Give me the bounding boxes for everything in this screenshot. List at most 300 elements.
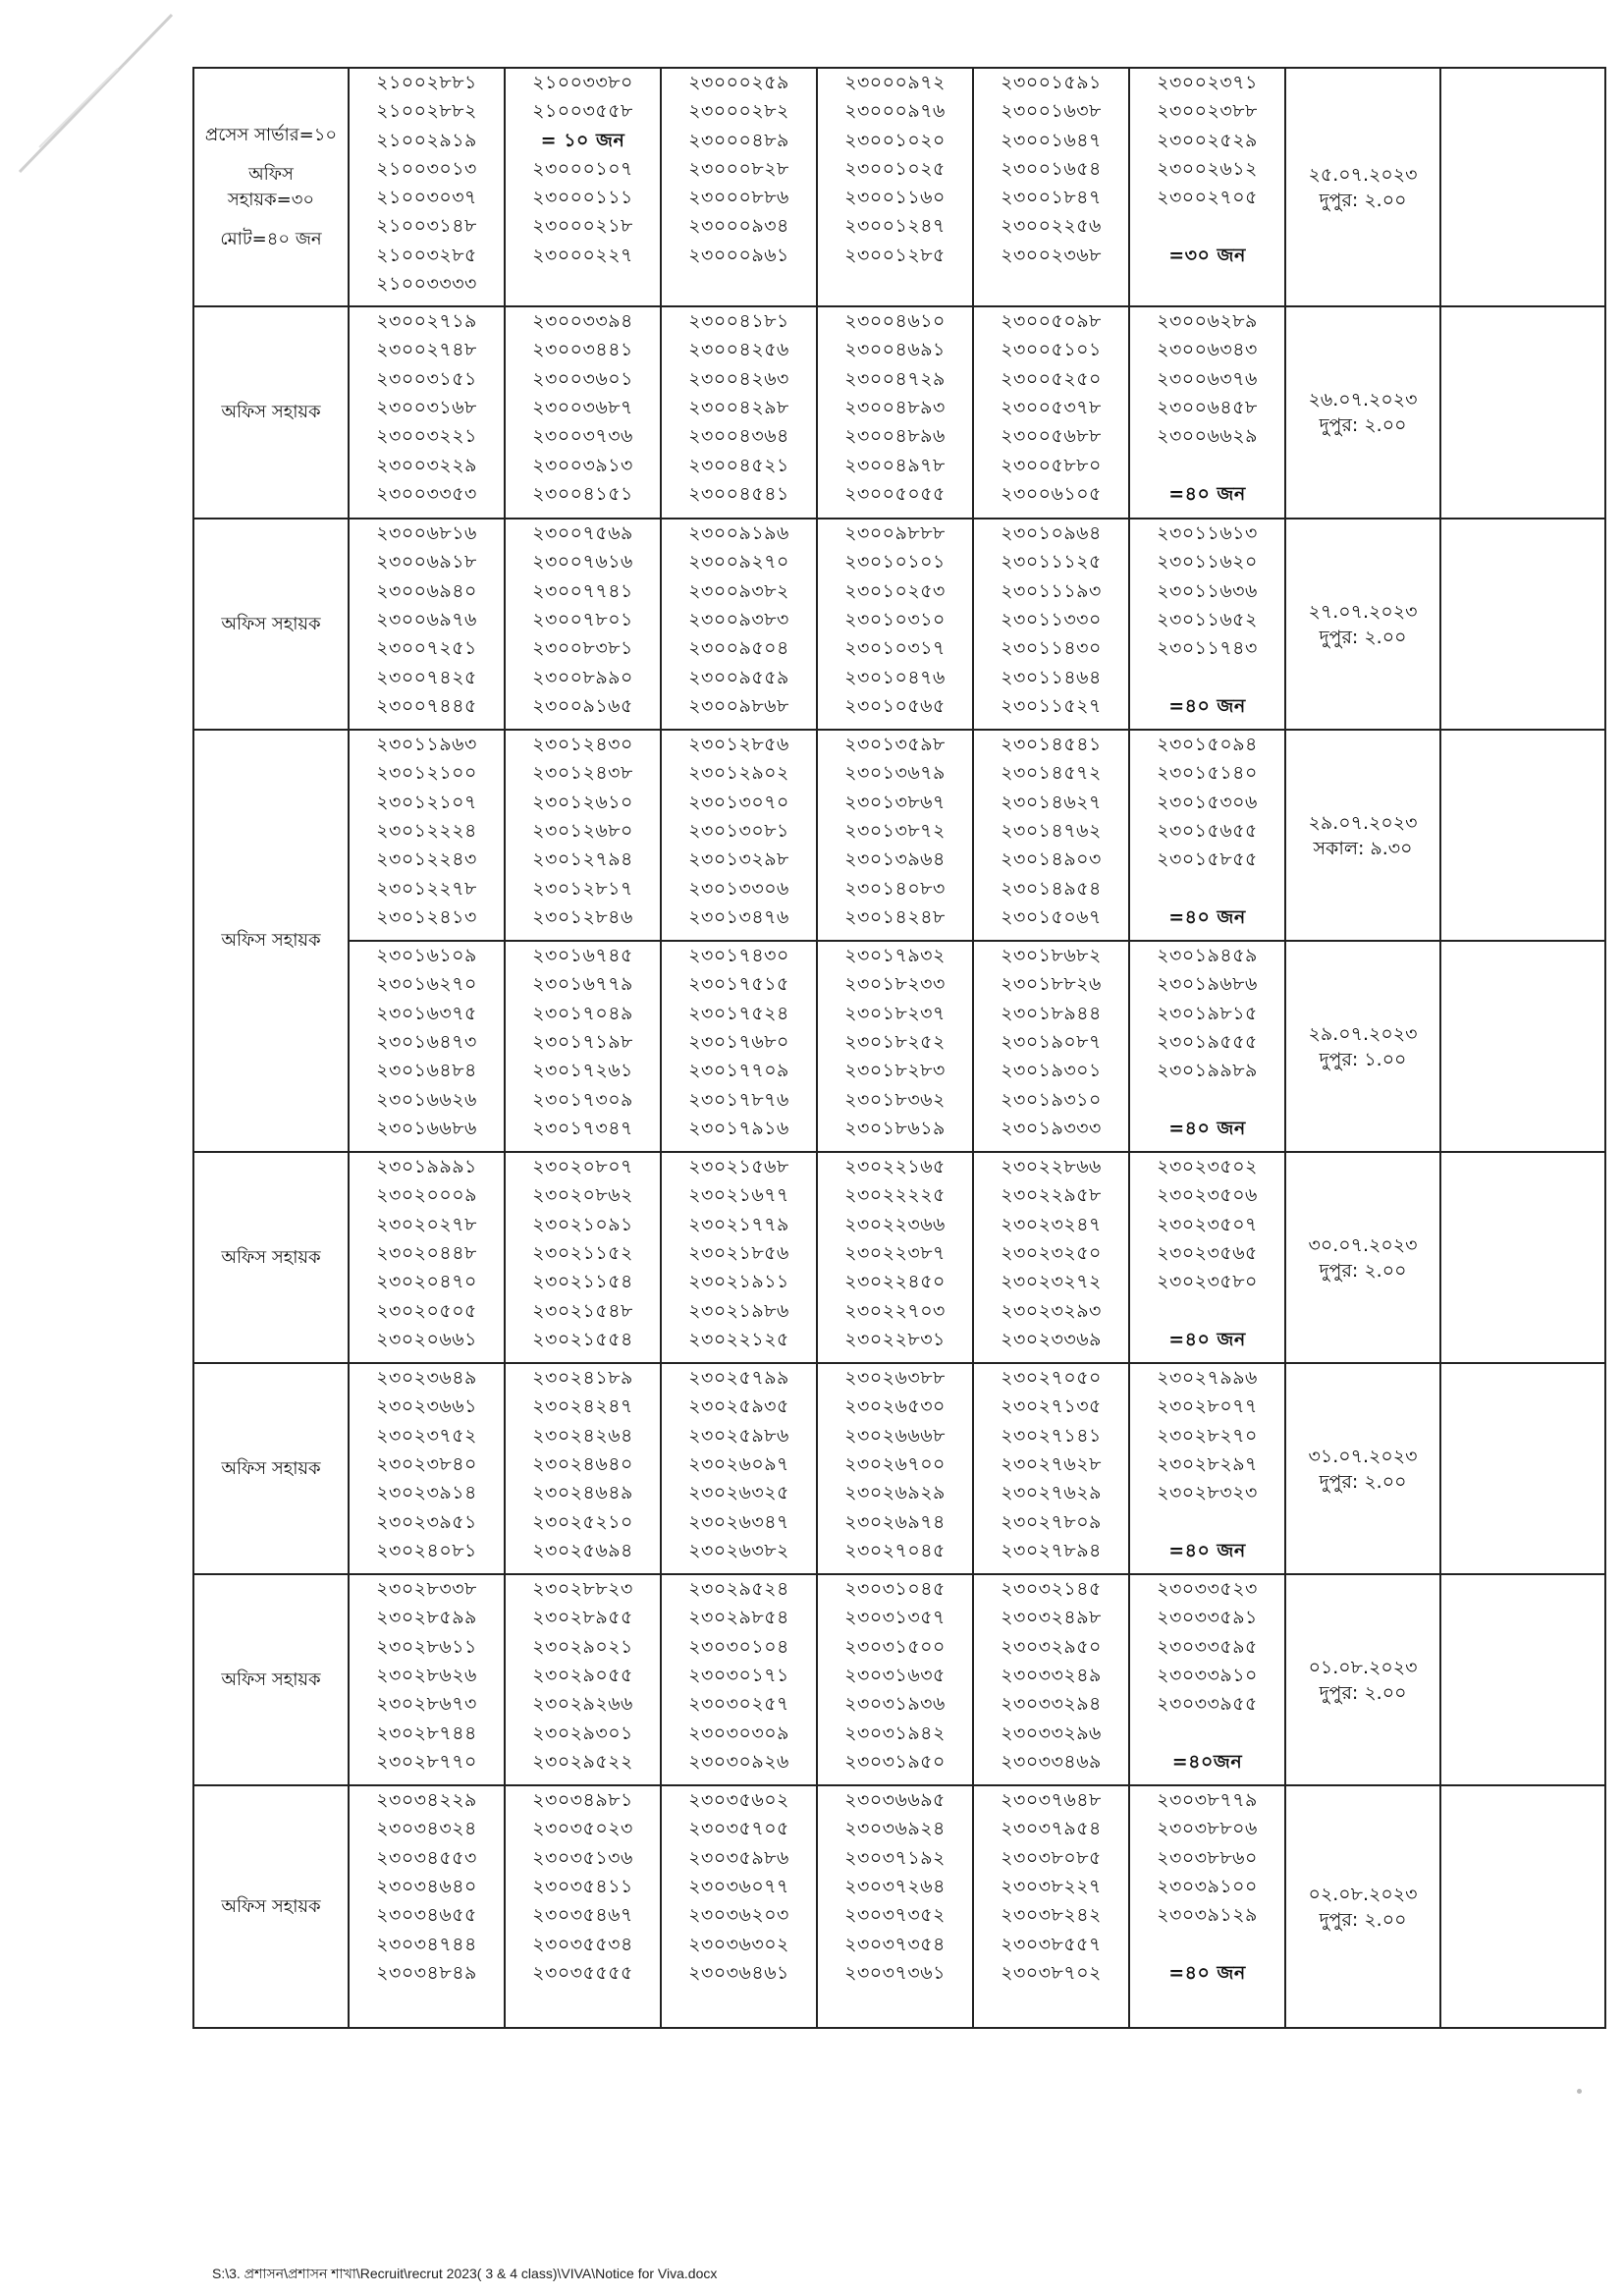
roll-number: ২৩০৩৭৯৫৪ [1001, 1818, 1102, 1840]
roll-number: ২৩০১৭৯১৬ [688, 1117, 789, 1139]
remarks-cell [1440, 941, 1605, 1152]
candidate-count: =৪০ জন [1168, 1539, 1246, 1561]
roll-number: ২৩০০০৯৩৪ [688, 215, 789, 238]
roll-number: ২৩০১১৫২৭ [1001, 694, 1102, 717]
roll-number: ২১০০২৮৮২ [376, 100, 477, 123]
roll-number: ২৩০১৩৮৬৭ [844, 791, 946, 813]
candidate-count: =৪০ জন [1168, 1961, 1246, 1984]
roll-number-column [349, 306, 505, 519]
roll-number: ২৩০২৩৯৫১ [376, 1510, 477, 1533]
roll-number [1130, 664, 1284, 692]
scan-speck [1577, 2089, 1582, 2094]
roll-number: ২৩০০২৭০৫ [1157, 187, 1258, 209]
viva-date-cell [1285, 1363, 1440, 1574]
roll-number: ২৩০৩২৪৯৮ [1001, 1607, 1102, 1629]
roll-number: ২৩০০৩১৬৮ [376, 397, 477, 419]
roll-number: ২৩০১৩৩০৬ [688, 877, 789, 900]
roll-number: ২৩০২৮০৭৭ [1157, 1395, 1258, 1418]
roll-number: ২৩০০৫০৫৫ [844, 482, 946, 505]
viva-time: দুপুর: ২.০০ [1319, 1470, 1407, 1493]
roll-number: ২৩০৩৮২২৭ [1001, 1875, 1102, 1897]
roll-number: ২৩০২১৬৭৭ [688, 1184, 789, 1207]
post-name-line [194, 213, 348, 227]
roll-number: ২৩০৩৮০৮৫ [1001, 1846, 1102, 1869]
roll-number: ২৩০১৬৪৭৩ [376, 1031, 477, 1054]
roll-number-column [817, 68, 973, 306]
roll-number: ২৩০০৯৩৮৩ [688, 609, 789, 631]
roll-number: ২৩০০৫০৯৮ [1001, 310, 1102, 333]
roll-number: ২৩০১৪৫৪১ [1001, 734, 1102, 756]
roll-number: ২৩০০০২১৮ [532, 215, 633, 238]
roll-number: ২৩০৩১৯৪২ [844, 1722, 946, 1744]
roll-number: ২৩০০৭৭৪১ [532, 579, 633, 602]
roll-number-column [973, 1152, 1129, 1363]
roll-number: ২৩০০১২৮৫ [844, 244, 946, 266]
roll-number: ২৩০৩৬২০৩ [688, 1904, 789, 1927]
roll-number: ২৩০১৯৩৩৩ [1001, 1117, 1102, 1139]
roll-number: ২৩০১২৬১০ [532, 791, 633, 813]
viva-date-cell [1285, 941, 1440, 1152]
roll-number: ২৩০১৭৩৪৭ [532, 1117, 633, 1139]
schedule-row [193, 730, 1605, 941]
roll-number-column [817, 941, 973, 1152]
roll-number: ২৩০০৪২৯৮ [688, 397, 789, 419]
roll-number [1130, 212, 1284, 241]
viva-date: ২৯.০৭.২০২৩ [1308, 811, 1418, 834]
roll-number: ২৩০০২২৫৬ [1001, 215, 1102, 238]
roll-number: ২৩০০৬৩৭৬ [1157, 367, 1258, 390]
roll-number: ২৩০১৪০৮৩ [844, 877, 946, 900]
roll-number: ২৩০০২৩৬৮ [1001, 244, 1102, 266]
roll-number-column [817, 1574, 973, 1785]
roll-number: ২৩০২৯৫২৪ [688, 1578, 789, 1601]
roll-number: ২৩০২৩৫০৬ [1157, 1184, 1258, 1207]
roll-number: ২৩০০০৪৮৯ [688, 129, 789, 151]
roll-number: ২৩০২১১৫৪ [532, 1271, 633, 1293]
roll-number: ২৩০০৬১০৫ [1001, 482, 1102, 505]
roll-number: ২৩০২৩৩৬৯ [1001, 1328, 1102, 1350]
viva-time: দুপুর: ২.০০ [1319, 1259, 1407, 1282]
schedule-row [193, 1785, 1605, 2028]
roll-number: ২৩০০১৬৪৭ [1001, 129, 1102, 151]
roll-number: ২৩০১৬৪৮৪ [376, 1060, 477, 1082]
roll-number: ২৩০২৫৯৮৬ [688, 1424, 789, 1447]
roll-number: ২৩০৩১৩৫৭ [844, 1607, 946, 1629]
roll-number: ২৩০১৮৬১৯ [844, 1117, 946, 1139]
viva-time: দুপুর: ১.০০ [1319, 1048, 1407, 1070]
post-name-line [194, 148, 348, 162]
viva-date-cell [1285, 1785, 1440, 2028]
roll-number-column [817, 730, 973, 941]
roll-number: ২৩০২৮৯৫৫ [532, 1607, 633, 1629]
roll-number: ২৩০২৩৫৬৫ [1157, 1242, 1258, 1264]
roll-number: ২৩০০৫৩৭৮ [1001, 397, 1102, 419]
roll-number: ২৩০৩৫৪৬৭ [532, 1904, 633, 1927]
roll-number: ২৩০২০৮০৭ [532, 1156, 633, 1178]
roll-number: ২৩০০৯৮৮৮ [844, 522, 946, 545]
roll-number: ২৩০০৩৬৮৭ [532, 397, 633, 419]
roll-number: ২৩০২৯৩০১ [532, 1722, 633, 1744]
roll-number: ২৩০৩৬৬৯৫ [844, 1789, 946, 1812]
roll-number: ২৩০১১৬২০ [1157, 551, 1258, 574]
roll-number: ২৩০৩৬৪৬১ [688, 1961, 789, 1984]
roll-number: ২৩০১২৪৩৮ [532, 762, 633, 785]
roll-number: ২৩০২৩৫০৭ [1157, 1213, 1258, 1235]
roll-number-column [505, 68, 661, 306]
roll-number-column [1129, 306, 1285, 519]
roll-number: ২৩০০৩৩৯৪ [532, 310, 633, 333]
roll-number: ২৩০১৭০৪৯ [532, 1002, 633, 1024]
roll-number: ২৩০২৩২৫০ [1001, 1242, 1102, 1264]
roll-number: ২৩০০৯৫৫৯ [688, 666, 789, 688]
schedule-row [193, 941, 1605, 1152]
roll-number: ২৩০৩২১৪৫ [1001, 1578, 1102, 1601]
roll-number: ২৩০২৬৩৮২ [688, 1539, 789, 1561]
remarks-cell [1440, 306, 1605, 519]
roll-number: ২৩০১৮৬৮২ [1001, 945, 1102, 967]
roll-number: ২৩০৩৩৫৯৫ [1157, 1635, 1258, 1658]
roll-number: ২৩০০২৩৭১ [1157, 72, 1258, 93]
roll-number-column [1129, 1785, 1285, 2028]
roll-number: ২৩০৩৪৬৫৫ [376, 1904, 477, 1927]
roll-number [1130, 1720, 1284, 1748]
roll-number-column [661, 306, 817, 519]
roll-number: ২৩০১৯৩০১ [1001, 1060, 1102, 1082]
roll-number: ২৩০২৯০৫৫ [532, 1664, 633, 1686]
post-name-line: সহায়ক=৩০ [227, 189, 315, 210]
roll-number: ২৩০৩৪৬৪০ [376, 1875, 477, 1897]
roll-number: ২৩০০৯১৬৫ [532, 694, 633, 717]
roll-number: ২৩০৩৭৩৫৪ [844, 1933, 946, 1955]
roll-number: ২৩০১১৭৪৩ [1157, 637, 1258, 660]
viva-time: দুপুর: ২.০০ [1319, 1908, 1407, 1931]
roll-number: ২৩০৩৭২৬৪ [844, 1875, 946, 1897]
roll-number: ২৩০২৫৯৩৫ [688, 1395, 789, 1418]
roll-number: ২৩০০১০২৫ [844, 157, 946, 180]
roll-number: ২৩০১৪৯০৩ [1001, 848, 1102, 871]
roll-number: ২৩০২৩৮৪০ [376, 1452, 477, 1475]
roll-number: ২৩০২৭৬২৮ [1001, 1452, 1102, 1475]
roll-number-column [349, 1785, 505, 2028]
roll-number: ২৩০২৯২৬৬ [532, 1693, 633, 1716]
roll-number: ২৩০৩৮৫৫৭ [1001, 1933, 1102, 1955]
roll-number: ২৩০২৮২৯৭ [1157, 1452, 1258, 1475]
roll-number: ২৩০৩০১০৪ [688, 1635, 789, 1658]
roll-number: ২৩০১১৪৬৪ [1001, 666, 1102, 688]
roll-number: ২৩০২৭৬২৯ [1001, 1482, 1102, 1504]
roll-number: ২৩০০৫১০১ [1001, 339, 1102, 361]
roll-number-column [817, 1363, 973, 1574]
roll-number: ২৩০২২৯৫৮ [1001, 1184, 1102, 1207]
roll-number: ২৩০০৬৯৭৬ [376, 609, 477, 631]
roll-number: ২৩০১২১০০ [376, 762, 477, 785]
roll-number: ২৩০২৩৬৬১ [376, 1395, 477, 1418]
roll-number: ২৩০০৬৮১৬ [376, 522, 477, 545]
roll-number-column [1129, 1363, 1285, 1574]
roll-number: ২৩০৩০৩০৯ [688, 1722, 789, 1744]
roll-number: ২৩০৩২৯৫০ [1001, 1635, 1102, 1658]
roll-number: ২৩০০৭৮০১ [532, 609, 633, 631]
roll-number: ২১০০২৯১৯ [376, 129, 477, 151]
roll-number: ২৩০২৬৩৮৮ [844, 1367, 946, 1390]
schedule-row [193, 1363, 1605, 1574]
roll-number: ২৩০১৭৫১৫ [688, 973, 789, 996]
roll-number: ২১০০৩০১৩ [376, 157, 477, 180]
roll-number: ২৩০২৮৬৭৩ [376, 1693, 477, 1716]
roll-number: ২৩০২৩২৭২ [1001, 1271, 1102, 1293]
remarks-cell [1440, 68, 1605, 306]
roll-number [1130, 1508, 1284, 1537]
roll-number: ২৩০৩৭৩৫২ [844, 1904, 946, 1927]
roll-number: ২৩০১৭৯৩২ [844, 945, 946, 967]
roll-number: ২৩০১০৪৭৬ [844, 666, 946, 688]
roll-number: ২৩০৩৪৭৪৪ [376, 1933, 477, 1955]
roll-number: ২৩০০১৫৯১ [1001, 72, 1102, 93]
roll-number: ২৩০১২২২৪ [376, 820, 477, 843]
roll-number: ২৩০০৮৯৯০ [532, 666, 633, 688]
post-name-line: প্রসেস সার্ভার=১০ [204, 124, 338, 145]
roll-number: ২৩০০৬৬২৯ [1157, 425, 1258, 448]
post-name-line: অফিস সহায়ক [221, 930, 321, 952]
roll-number: ২৩০৩৩৯১০ [1157, 1664, 1258, 1686]
roll-number: ২১০০৩২৮৫ [376, 244, 477, 266]
roll-number: ২৩০২৪২৪৭ [532, 1395, 633, 1418]
roll-number: ২৩০১৮৩৬২ [844, 1088, 946, 1111]
roll-number-column [349, 730, 505, 941]
roll-number: ২৩০১৩৮৭২ [844, 820, 946, 843]
viva-time: দুপুর: ২.০০ [1319, 626, 1407, 648]
roll-number: ২৩০২৩২৯৩ [1001, 1299, 1102, 1322]
roll-number: ২৩০০৬৪৫৮ [1157, 397, 1258, 419]
roll-number: ২৩০০৪১৮১ [688, 310, 789, 333]
roll-number: ২৩০০১১৬০ [844, 187, 946, 209]
roll-number: ২৩০১২৪১৩ [376, 905, 477, 928]
roll-number-column [1129, 1574, 1285, 1785]
roll-number-column [349, 1152, 505, 1363]
schedule-row [193, 1574, 1605, 1785]
roll-number: ২৩০০৫৮৮০ [1001, 454, 1102, 476]
roll-number: ২১০০৩১৪৮ [376, 215, 477, 238]
roll-number: ২৩০১২৬৮০ [532, 820, 633, 843]
roll-number: ২৩০১৬৬২৬ [376, 1088, 477, 1111]
roll-number-column [505, 730, 661, 941]
viva-date-cell [1285, 68, 1440, 306]
viva-date: ২৯.০৭.২০২৩ [1308, 1022, 1418, 1045]
roll-number: ২৩০০৯৮৬৮ [688, 694, 789, 717]
viva-date-cell [1285, 1574, 1440, 1785]
roll-number: ২৩০৩৮৭০২ [1001, 1961, 1102, 1984]
roll-number: ২৩০২১৫৬৮ [688, 1156, 789, 1178]
roll-number: ২৩০০১৬৫৪ [1001, 157, 1102, 180]
roll-number: ২৩০২২৮৬৬ [1001, 1156, 1102, 1178]
roll-number: ২৩০২৭০৫০ [1001, 1367, 1102, 1390]
roll-number: ২৩০১২৯০২ [688, 762, 789, 785]
roll-number: ২৩০২৭১৩৫ [1001, 1395, 1102, 1418]
roll-number: ২৩০৩১৯৫০ [844, 1750, 946, 1773]
roll-number: ২৩০২২৩৮৭ [844, 1242, 946, 1264]
roll-number: ২৩০০৭৪২৫ [376, 666, 477, 688]
roll-number: ২৩০০০৯৭২ [844, 72, 946, 93]
roll-number: ২৩০১৫৬৫৫ [1157, 820, 1258, 843]
footer-file-path: S:\3. প্রশাসন\প্রশাসন শাখা\Recruit\recrut 2023( 3 & 4 class)\VIVA\Notice for Viva.docx [212, 2266, 718, 2281]
roll-number-column [661, 941, 817, 1152]
roll-number-column [505, 941, 661, 1152]
roll-number: ২৩০২৮২৭০ [1157, 1424, 1258, 1447]
roll-number: ২৩০২৩৯১৪ [376, 1482, 477, 1504]
roll-number: ২৩০০২৭৪৮ [376, 339, 477, 361]
roll-number: ২৩০৩০৯২৬ [688, 1750, 789, 1773]
roll-number: ২৩০১২৮১৭ [532, 877, 633, 900]
roll-number-column [349, 941, 505, 1152]
roll-number-column [505, 1363, 661, 1574]
roll-number: ২৩০২৮৬২৬ [376, 1664, 477, 1686]
roll-number: ২৩০১৭৮৭৬ [688, 1088, 789, 1111]
roll-number: ২৩০২০২৭৮ [376, 1213, 477, 1235]
roll-number: ২৩০২৮৮২৩ [532, 1578, 633, 1601]
roll-number: ২৩০১৮৯৪৪ [1001, 1002, 1102, 1024]
post-name-cell [193, 68, 349, 306]
roll-number: ২৩০২৫৭৯৯ [688, 1367, 789, 1390]
roll-number: ২৩০০৪৫৪১ [688, 482, 789, 505]
roll-number-column [349, 1363, 505, 1574]
roll-number: ২৩০১০৫৬৫ [844, 694, 946, 717]
roll-number: ২৩০২৩৫০২ [1157, 1156, 1258, 1178]
roll-number: ২৩০২৪৬৪৯ [532, 1482, 633, 1504]
candidate-count: =৪০ জন [1168, 694, 1246, 717]
candidate-count: =৪০ জন [1168, 482, 1246, 505]
roll-number: ২৩০০৭২৫১ [376, 637, 477, 660]
roll-number: ২৩০১৮৮২৬ [1001, 973, 1102, 996]
roll-number: ২৩০২৮৩২৩ [1157, 1482, 1258, 1504]
roll-number: ২৩০০০৮৮৬ [688, 187, 789, 209]
roll-number: ২৩০৩১৫০০ [844, 1635, 946, 1658]
roll-number: ২৩০০৪৯৭৮ [844, 454, 946, 476]
viva-time: দুপুর: ২.০০ [1319, 1681, 1407, 1704]
roll-number: ২৩০০৮৩৮১ [532, 637, 633, 660]
roll-number: ২৩০০৪২৬৩ [688, 367, 789, 390]
roll-number: ২৩০১৯৯৮৯ [1157, 1060, 1258, 1082]
roll-number: ২৩০৩৬৩০২ [688, 1933, 789, 1955]
roll-number: ২৩০১৩৪৭৬ [688, 905, 789, 928]
roll-number [1130, 875, 1284, 903]
roll-number: ২৩০১৪৯৫৪ [1001, 877, 1102, 900]
roll-number: ২৩০১০১০১ [844, 551, 946, 574]
schedule-row [193, 1152, 1605, 1363]
roll-number: ২৩০০৪৫২১ [688, 454, 789, 476]
roll-number: ২৩০২৪০৮১ [376, 1539, 477, 1561]
roll-number: ২৩০০৪৮৯৬ [844, 425, 946, 448]
roll-number: ২৩০২৬৯৭৪ [844, 1510, 946, 1533]
roll-number: ২৩০০১৬৩৮ [1001, 100, 1102, 123]
roll-number: ২৩০২২১৬৫ [844, 1156, 946, 1178]
roll-number: ২৩০৩৫০২৩ [532, 1818, 633, 1840]
roll-number: ২৩০১৬৩৭৫ [376, 1002, 477, 1024]
roll-number: ২৩০১৭২৬১ [532, 1060, 633, 1082]
roll-number: ২৩০৩৭৩৬১ [844, 1961, 946, 1984]
roll-number: ২৩০১৮২৩৩ [844, 973, 946, 996]
roll-number: ২৩০২৬৭০০ [844, 1452, 946, 1475]
roll-number: ২৩০১৭৬৮০ [688, 1031, 789, 1054]
roll-number: ২৩০১০৩১৭ [844, 637, 946, 660]
roll-number: ২৩০১৭৩০৯ [532, 1088, 633, 1111]
roll-number: ২৩০১৪২৪৮ [844, 905, 946, 928]
viva-date: ৩১.০৭.২০২৩ [1308, 1445, 1418, 1467]
roll-number: ২৩০৩১০৪৫ [844, 1578, 946, 1601]
roll-number: ২৩০১৬৭৭৯ [532, 973, 633, 996]
roll-number: ২৩০০২৩৮৮ [1157, 100, 1258, 123]
roll-number: ২৩০০১২৪৭ [844, 215, 946, 238]
roll-number: ২৩০২৬৬৬৮ [844, 1424, 946, 1447]
viva-date-cell [1285, 1152, 1440, 1363]
roll-number: ২৩০৩৯১০০ [1157, 1875, 1258, 1897]
roll-number: ২৩০২০৪৭০ [376, 1271, 477, 1293]
candidate-count: =৪০জন [1171, 1750, 1243, 1773]
roll-number: ২৩০০০২৮২ [688, 100, 789, 123]
roll-number-column [661, 1785, 817, 2028]
roll-number-column [817, 519, 973, 730]
post-name-cell [193, 306, 349, 519]
roll-number: ২৩০২৮৭৭০ [376, 1750, 477, 1773]
roll-number: ২৩০২৩৫৮০ [1157, 1271, 1258, 1293]
roll-number: ২৩০০৬৯১৮ [376, 551, 477, 574]
roll-number: ২৩০১৯৬৮৬ [1157, 973, 1258, 996]
candidate-count: =৪০ জন [1168, 1328, 1246, 1350]
roll-number: ২৩০১৯৩১০ [1001, 1088, 1102, 1111]
roll-number: ২৩০০৪৬৯১ [844, 339, 946, 361]
roll-number: ২৩০১৪৫৭২ [1001, 762, 1102, 785]
roll-number: ২১০০৩৫৫৮ [532, 100, 633, 123]
roll-number: ২৩০১২২৭৮ [376, 877, 477, 900]
roll-number: ২৩০১৮২৫২ [844, 1031, 946, 1054]
roll-number: ২৩০২৭৯৯৬ [1157, 1367, 1258, 1390]
roll-number: ২৩০৩৮৮৬০ [1157, 1846, 1258, 1869]
post-name-cell [193, 1785, 349, 2028]
roll-number: ২৩০০০২৫৯ [688, 72, 789, 93]
roll-number: ২৩০৩১৬৩৫ [844, 1664, 946, 1686]
roll-number: ২৩০১২৭৯৪ [532, 848, 633, 871]
roll-number: ২৩০১১৬১৩ [1157, 522, 1258, 545]
roll-number-column [661, 1152, 817, 1363]
roll-number-column [973, 730, 1129, 941]
roll-number: ২৩০৩৪৩২৪ [376, 1818, 477, 1840]
roll-number: ২৩০১৭৪৩০ [688, 945, 789, 967]
roll-number: ২৩০২০০০৯ [376, 1184, 477, 1207]
roll-number: ২৩০২৮৩৩৮ [376, 1578, 477, 1601]
viva-time: সকাল: ৯.৩০ [1313, 837, 1413, 859]
roll-number: ২৩০২১৭৭৯ [688, 1213, 789, 1235]
roll-number: ২৩০০৬৯৪০ [376, 579, 477, 602]
roll-number: ২৩০৩০২৫৭ [688, 1693, 789, 1716]
roll-number: ২৩০১৩০৮১ [688, 820, 789, 843]
roll-number: ২৩০২৯৮৫৪ [688, 1607, 789, 1629]
schedule-row [193, 306, 1605, 519]
roll-number-column [349, 519, 505, 730]
roll-number-column [1129, 519, 1285, 730]
roll-number: ২৩০০৬২৮৯ [1157, 310, 1258, 333]
roll-number [1130, 1297, 1284, 1326]
roll-number: ২৩০০২৫২৯ [1157, 129, 1258, 151]
roll-number-column [817, 306, 973, 519]
roll-number: ২৩০২০৮৬২ [532, 1184, 633, 1207]
roll-number: ২৩০১২২৪৩ [376, 848, 477, 871]
roll-number: ২৩০২৬৩২৫ [688, 1482, 789, 1504]
roll-number-column [973, 1785, 1129, 2028]
roll-number: ২৩০৩৭৬৪৮ [1001, 1789, 1102, 1812]
roll-number: ২৩০৩৬৯২৪ [844, 1818, 946, 1840]
roll-number-column [973, 941, 1129, 1152]
roll-number: ২৩০২২২২৫ [844, 1184, 946, 1207]
roll-number [1130, 1086, 1284, 1115]
